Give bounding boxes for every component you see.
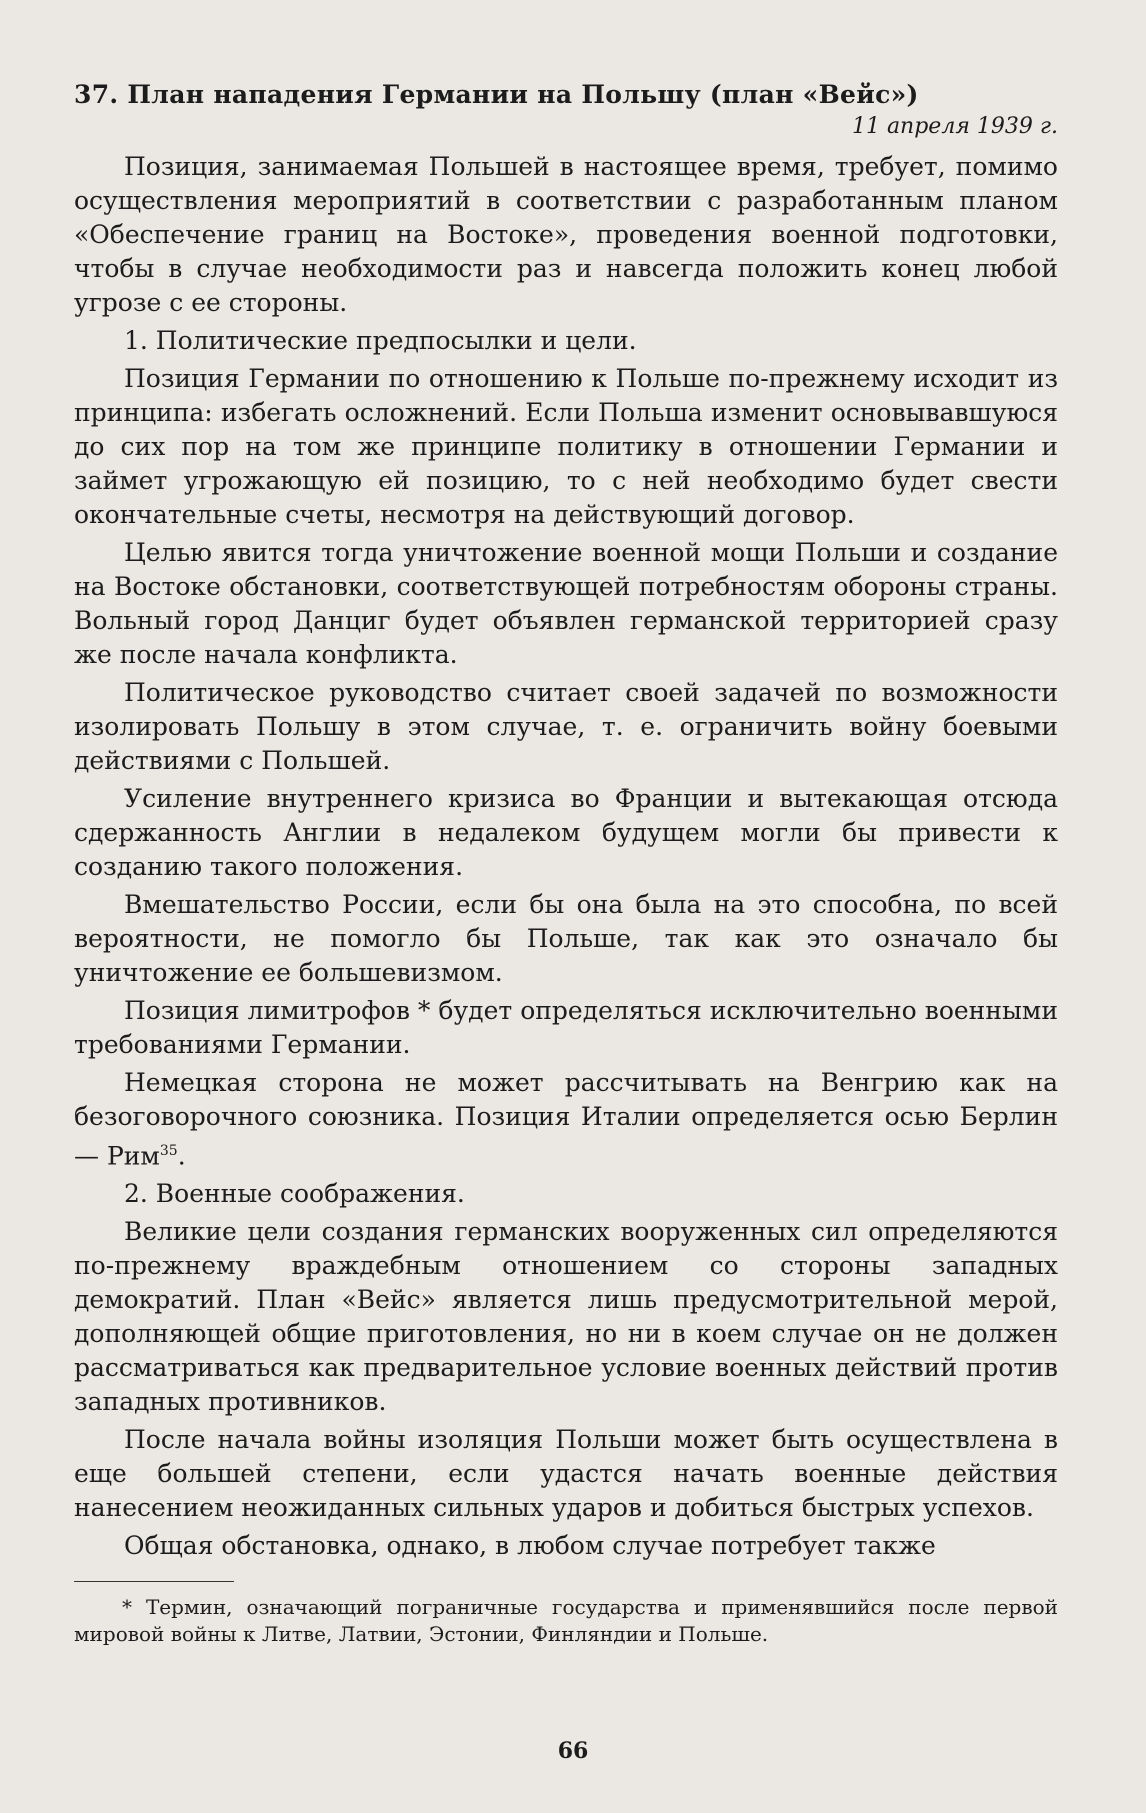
paragraph-9: Великие цели создания германских вооруженных сил определяются по-прежнему враждебным отношением со стороны западных демократий. План «Вейс» является лишь предусмотрительной мерой, дополняющей общие приготовления, но ни в коем случае он не должен рассматриваться как предварительное условие военных действий против западных противников. — [74, 1217, 1058, 1417]
footnote: * Термин, означающий пограничные государства и применявшийся после первой мировой войны к Литве, Латвии, Эстонии, Финляндии и Польше. — [74, 1595, 1058, 1647]
paragraph-11: Общая обстановка, однако, в любом случае потребует также — [124, 1531, 936, 1561]
section-heading-military: 2. Военные соображения. — [124, 1179, 465, 1209]
page-number: 66 — [557, 1738, 589, 1764]
document-title: 37. План нападения Германии на Польшу (план «Вейс») — [74, 80, 919, 109]
paragraph-10: После начала войны изоляция Польши может быть осуществлена в еще большей степени, если удастся начать военные действия нанесением неожиданных сильных ударов и добиться быстрых успехов. — [74, 1425, 1058, 1523]
paragraph-3: Целью явится тогда уничтожение военной мощи Польши и создание на Востоке обстановки, соответствующей потребностям обороны страны. Вольный город Данциг будет объявлен германской территорией сразу же после начала конфликта. — [74, 538, 1058, 669]
paragraph-8-text: Немецкая сторона не может рассчитывать на Венгрию как на безоговорочного союзника. Позиция Италии определяется осью Берлин — Рим — [74, 1068, 1058, 1171]
paragraph-7: Позиция лимитрофов * будет определяться исключительно военными требованиями Германии. — [74, 996, 1058, 1059]
document-date: 11 апреля 1939 г. — [851, 114, 1058, 139]
paragraph-8: Немецкая сторона не может рассчитывать на Венгрию как на безоговорочного союзника. Позиция Италии определяется осью Берлин — Рим$^{35}$. — [74, 1068, 1058, 1171]
footnote-divider — [74, 1581, 234, 1582]
paragraph-4: Политическое руководство считает своей задачей по возможности изолировать Польшу в этом случае, т. е. ограничить войну боевыми действиями с Польшей. — [74, 678, 1058, 775]
paragraph-1: Позиция, занимаемая Польшей в настоящее время, требует, помимо осуществления мероприятий в соответствии с разработанным планом «Обеспечение границ на Востоке», проведения военной подготовки, чтобы в случае необходимости раз и навсегда положить конец любой угрозе с ее стороны. — [74, 152, 1058, 317]
document-body — [74, 78, 1058, 1648]
section-heading-political: 1. Политические предпосылки и цели. — [124, 326, 637, 355]
paragraph-6: Вмешательство России, если бы она была на это способна, по всей вероятности, не помогло бы Польше, так как это означало бы уничтожение ее большевизмом. — [74, 890, 1058, 987]
paragraph-5: Усиление внутреннего кризиса во Франции и вытекающая отсюда сдержанность Англии в недалеком будущем могли бы привести к созданию такого положения. — [74, 784, 1058, 881]
note-reference: 35 — [159, 1143, 178, 1159]
paragraph-2: Позиция Германии по отношению к Польше по-прежнему исходит из принципа: избегать осложнений. Если Польша изменит основывавшуюся до сих пор на том же принципе политику в отношении Германии и займет угрожающую ей позицию, то с ней необходимо будет свести окончательные счеты, несмотря на действующий договор. — [74, 364, 1058, 529]
